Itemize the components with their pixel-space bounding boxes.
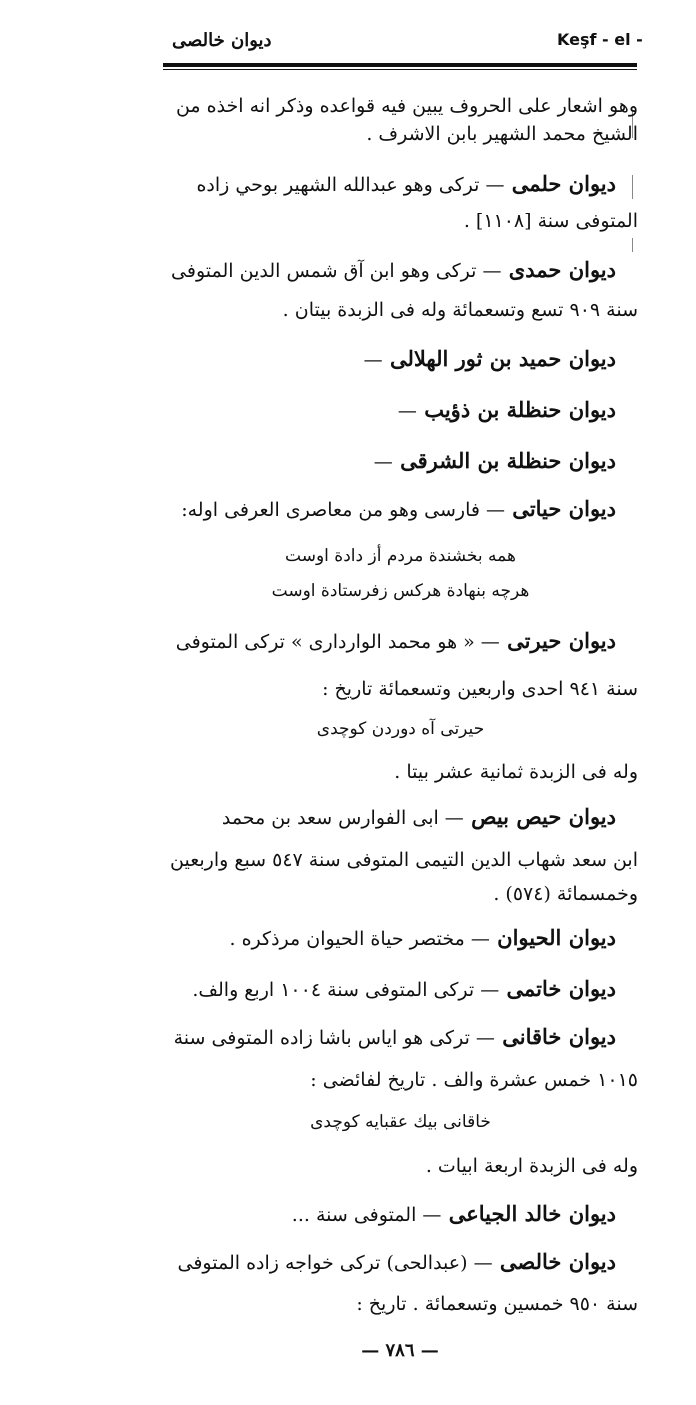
entry-lemma: ديوان الحيوان (489, 925, 616, 950)
entry-line: ديوان خاقانى — تركى هو اياس باشا زاده المتوفى سنة (173, 1024, 616, 1049)
entry-line: ديوان حنظلة بن الشرقى — (373, 448, 616, 473)
text-line: ١٠١٥ خمس عشرة والف . تاريخ لفائضى : (310, 1069, 638, 1091)
entry-line: ديوان خالصى — (عبدالحى) تركى خواجه زاده المتوفى (177, 1249, 616, 1274)
text-line: ابن سعد شهاب الدين التيمى المتوفى سنة ٥٤٧ سبع واربعين (170, 849, 638, 871)
margin-mark (632, 238, 633, 252)
entry-line: ديوان خاتمى — تركى المتوفى سنة ١٠٠٤ اربع والف. (192, 976, 616, 1001)
entry-lemma: ديوان حلمى (504, 171, 616, 196)
entry-line: ديوان حنظلة بن ذؤيب — (397, 397, 616, 422)
entry-line: ديوان حلمى — تركى وهو عبدالله الشهير بوحي زاده (196, 171, 616, 196)
entry-line: ديوان خالد الجياعى — المتوفى سنة ... (291, 1201, 616, 1226)
text-line: وله فى الزبدة ثمانية عشر بيتا . (394, 761, 638, 783)
header-rule-thin (163, 69, 637, 70)
text-line: المتوفى سنة [١١٠٨] . (463, 210, 638, 232)
verse-line: خاقانى بيك عقبايه كوچدى (310, 1112, 491, 1132)
text-line: وهو اشعار على الحروف يبين فيه قواعده وذكر انه اخذه من (175, 95, 638, 117)
entry-lemma: ديوان حمدى (501, 257, 616, 282)
text-line: سنة ٩٠٩ تسع وتسعمائة وله فى الزبدة بيتان . (282, 299, 638, 321)
running-head-book: Keşf - el - (557, 30, 643, 49)
text-line: وله فى الزبدة اربعة ابيات . (425, 1155, 638, 1177)
header-rule-thick (163, 63, 637, 67)
margin-mark (632, 175, 633, 199)
entry-line: ديوان حيرتى — « هو محمد الواردارى » تركى المتوفى (175, 628, 616, 653)
verse-line: حيرتى آه دوردن كوچدى (316, 719, 485, 739)
verse-line: همه بخشندة مردم أز دادة اوست (285, 546, 516, 566)
text-line: سنة ٩٥٠ خمسين وتسعمائة . تاريخ : (356, 1293, 638, 1315)
entry-lemma: ديوان حميد بن ثور الهلالى (382, 346, 616, 371)
entry-line: ديوان حياتى — فارسى وهو من معاصرى العرفى اوله: (181, 496, 616, 521)
entry-lemma: ديوان خاتمى (499, 976, 616, 1001)
entry-lemma: ديوان حياتى (505, 496, 616, 521)
entry-lemma: ديوان حنظلة بن ذؤيب (416, 397, 616, 422)
entry-line: ديوان حمدى — تركى وهو ابن آق شمس الدين المتوفى (171, 257, 616, 282)
page-number: — ٧٨٦ — (361, 1340, 439, 1361)
entry-lemma: ديوان خاقانى (494, 1024, 616, 1049)
verse-line: هرچه بنهادة هركس زفرستادة اوست (271, 581, 530, 601)
entry-lemma: ديوان خالد الجياعى (441, 1201, 616, 1226)
text-line: سنة ٩٤١ احدى واربعين وتسعمائة تاريخ : (322, 678, 638, 700)
entry-line: ديوان الحيوان — مختصر حياة الحيوان مرذكره . (229, 925, 616, 950)
entry-lemma: ديوان خالصى (492, 1249, 616, 1274)
entry-lemma: ديوان حيرتى (499, 628, 616, 653)
entry-line: ديوان حميد بن ثور الهلالى — (363, 346, 616, 371)
entry-lemma: ديوان حيص بيص (463, 804, 616, 829)
entry-line: ديوان حيص بيص — ابى الفوارس سعد بن محمد (221, 804, 616, 829)
text-line: وخمسمائة (٥٧٤) . (493, 883, 638, 905)
entry-lemma: ديوان حنظلة بن الشرقى (392, 448, 616, 473)
text-line: الشيخ محمد الشهير بابن الاشرف . (366, 123, 638, 145)
running-head-title: ديوان خالصى (172, 30, 272, 51)
